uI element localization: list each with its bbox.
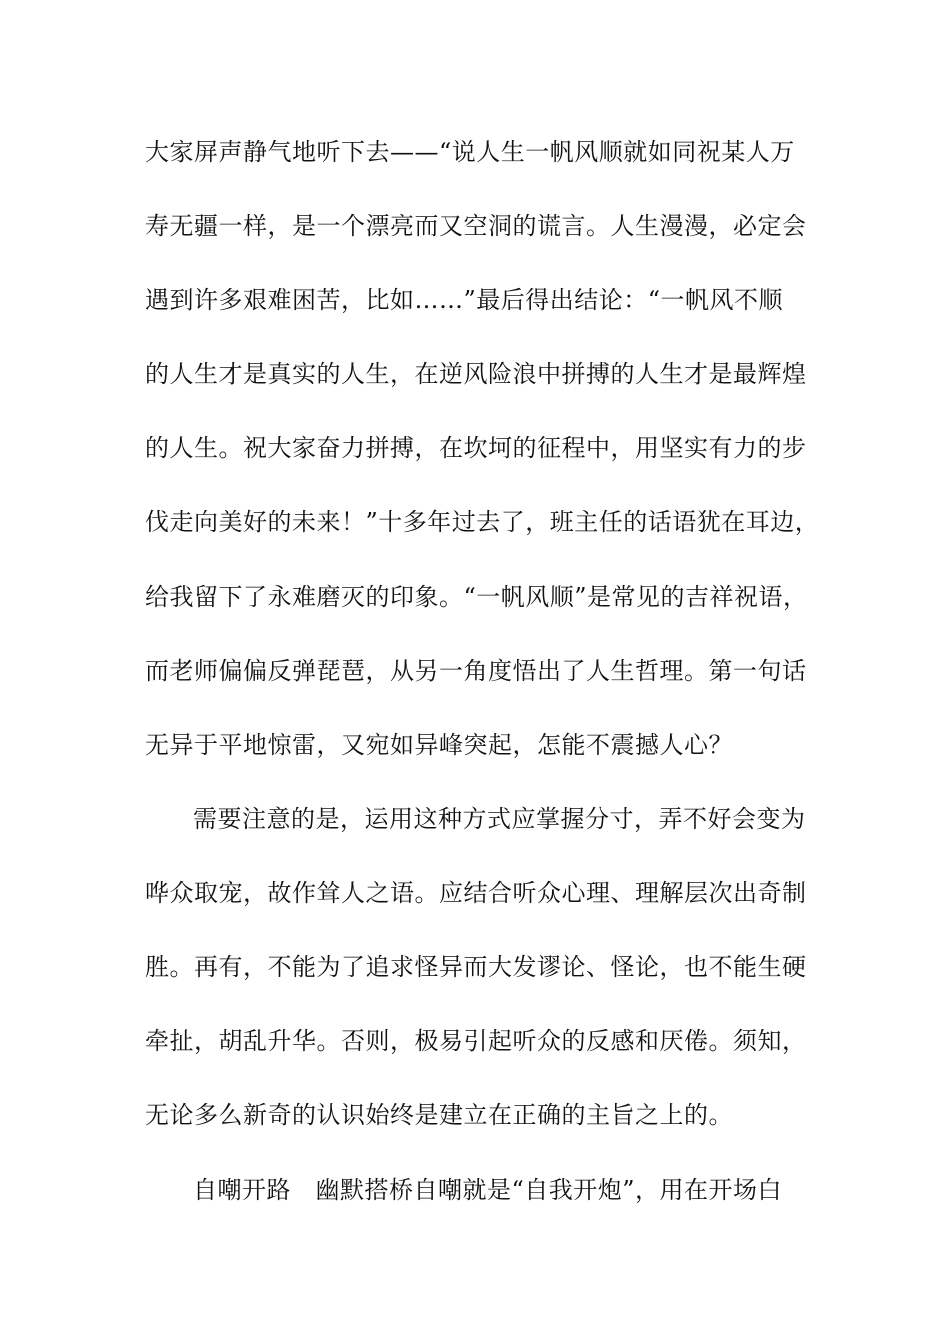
text-line: 的人生才是真实的人生，在逆风险浪中拼搏的人生才是最辉煌 bbox=[145, 360, 807, 388]
text-line: 牵扯，胡乱升华。否则，极易引起听众的反感和厌倦。须知， bbox=[145, 1027, 807, 1055]
text-line: 胜。再有，不能为了追求怪异而大发谬论、怪论，也不能生硬 bbox=[145, 953, 807, 981]
text-line: 遇到许多艰难困苦，比如……”最后得出结论：“一帆风不顺 bbox=[145, 286, 784, 314]
text-line: 大家屏声静气地听下去——“说人生一帆风顺就如同祝某人万 bbox=[145, 138, 795, 166]
paragraph-start-line: 自嘲开路 幽默搭桥自嘲就是“自我开炮”，用在开场白 bbox=[193, 1176, 783, 1204]
text-line: 寿无疆一样，是一个漂亮而又空洞的谎言。人生漫漫，必定会 bbox=[145, 212, 807, 240]
text-line: 无论多么新奇的认识始终是建立在正确的主旨之上的。 bbox=[145, 1101, 733, 1129]
text-line: 的人生。祝大家奋力拼搏，在坎坷的征程中，用坚实有力的步 bbox=[145, 434, 807, 462]
text-line: 给我留下了永难磨灭的印象。“一帆风顺”是常见的吉祥祝语， bbox=[145, 583, 808, 611]
text-line: 哗众取宠，故作耸人之语。应结合听众心理、理解层次出奇制 bbox=[145, 879, 807, 907]
text-line: 伐走向美好的未来！”十多年过去了，班主任的话语犹在耳边， bbox=[145, 508, 820, 536]
text-line: 无异于平地惊雷，又宛如异峰突起，怎能不震撼人心？ bbox=[145, 731, 733, 759]
paragraph-start-line: 需要注意的是，运用这种方式应掌握分寸，弄不好会变为 bbox=[193, 805, 806, 833]
text-line: 而老师偏偏反弹琵琶，从另一角度悟出了人生哲理。第一句话 bbox=[145, 657, 807, 685]
